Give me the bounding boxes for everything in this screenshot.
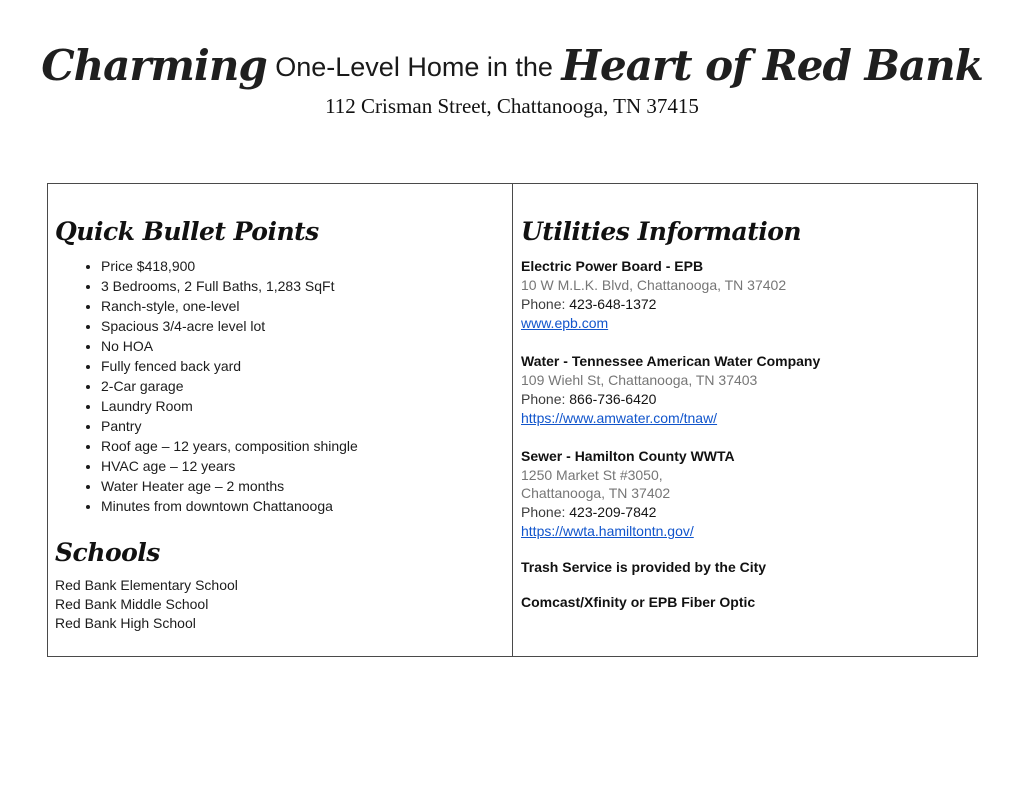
utility-link-wrap xyxy=(521,522,963,541)
quick-bullet-points-list xyxy=(55,256,498,516)
utility-phone xyxy=(521,389,963,409)
list-item: • Price $418,900 xyxy=(101,256,498,276)
list-item: • No HOA xyxy=(101,336,498,356)
list-item: • 3 Bedrooms, 2 Full Baths, 1,283 SqFt xyxy=(101,276,498,296)
phone-number: 866-736-6420 xyxy=(569,391,657,407)
property-address: 112 Crisman Street, Chattanooga, TN 37415 xyxy=(325,94,699,118)
utility-link-wrap xyxy=(521,314,963,333)
list-item: • Fully fenced back yard xyxy=(101,356,498,376)
utility-title: Electric Power Board - EPB xyxy=(521,258,704,274)
list-item: Red Bank Middle School xyxy=(55,596,209,612)
title-script-charming: Charming xyxy=(41,41,267,90)
list-item: Red Bank High School xyxy=(55,615,196,631)
list-item: • HVAC age – 12 years xyxy=(101,456,498,476)
content-box xyxy=(47,183,978,657)
utility-section-electric xyxy=(521,257,963,333)
phone-label: Phone: xyxy=(521,391,566,407)
phone-label: Phone: xyxy=(521,296,566,312)
list-item: • Ranch-style, one-level xyxy=(101,296,498,316)
utility-address: 109 Wiehl St, Chattanooga, TN 37403 xyxy=(521,372,758,388)
right-column xyxy=(512,184,977,656)
phone-number: 423-209-7842 xyxy=(569,504,657,520)
utility-title: Water - Tennessee American Water Company xyxy=(521,353,821,369)
list-item: • Pantry xyxy=(101,416,498,436)
utilities-information-heading: Utilities Information xyxy=(521,217,802,246)
utility-section-sewer xyxy=(521,447,963,541)
phone-label: Phone: xyxy=(521,504,566,520)
wwta-website-link[interactable]: https://wwta.hamiltontn.gov/ xyxy=(521,523,694,539)
list-item: • Laundry Room xyxy=(101,396,498,416)
page-header xyxy=(0,42,1024,119)
list-item: • Minutes from downtown Chattanooga xyxy=(101,496,498,516)
title-plain-text: One-Level Home in the xyxy=(275,52,553,82)
phone-number: 423-648-1372 xyxy=(569,296,657,312)
title-script-heart-of-red-bank: Heart of Red Bank xyxy=(561,41,983,90)
utility-phone xyxy=(521,294,963,314)
list-item: • Spacious 3/4-acre level lot xyxy=(101,316,498,336)
schools-list xyxy=(55,576,498,633)
internet-providers-note: Comcast/Xfinity or EPB Fiber Optic xyxy=(521,594,756,610)
utility-phone xyxy=(521,502,963,522)
quick-bullet-points-heading: Quick Bullet Points xyxy=(55,217,319,246)
trash-service-note: Trash Service is provided by the City xyxy=(521,559,767,575)
utility-address: 10 W M.L.K. Blvd, Chattanooga, TN 37402 xyxy=(521,277,787,293)
utility-section-water xyxy=(521,352,963,428)
page-title xyxy=(0,42,1024,90)
utility-address: Chattanooga, TN 37402 xyxy=(521,485,671,501)
list-item: • Roof age – 12 years, composition shingle xyxy=(101,436,498,456)
list-item: Red Bank Elementary School xyxy=(55,577,238,593)
list-item: • 2-Car garage xyxy=(101,376,498,396)
left-column xyxy=(48,184,512,656)
list-item: • Water Heater age – 2 months xyxy=(101,476,498,496)
utility-link-wrap xyxy=(521,409,963,428)
utility-title: Sewer - Hamilton County WWTA xyxy=(521,448,735,464)
epb-website-link[interactable]: www.epb.com xyxy=(521,315,609,331)
utility-address: 1250 Market St #3050, xyxy=(521,467,663,483)
amwater-website-link[interactable]: https://www.amwater.com/tnaw/ xyxy=(521,410,718,426)
schools-heading: Schools xyxy=(55,538,160,567)
